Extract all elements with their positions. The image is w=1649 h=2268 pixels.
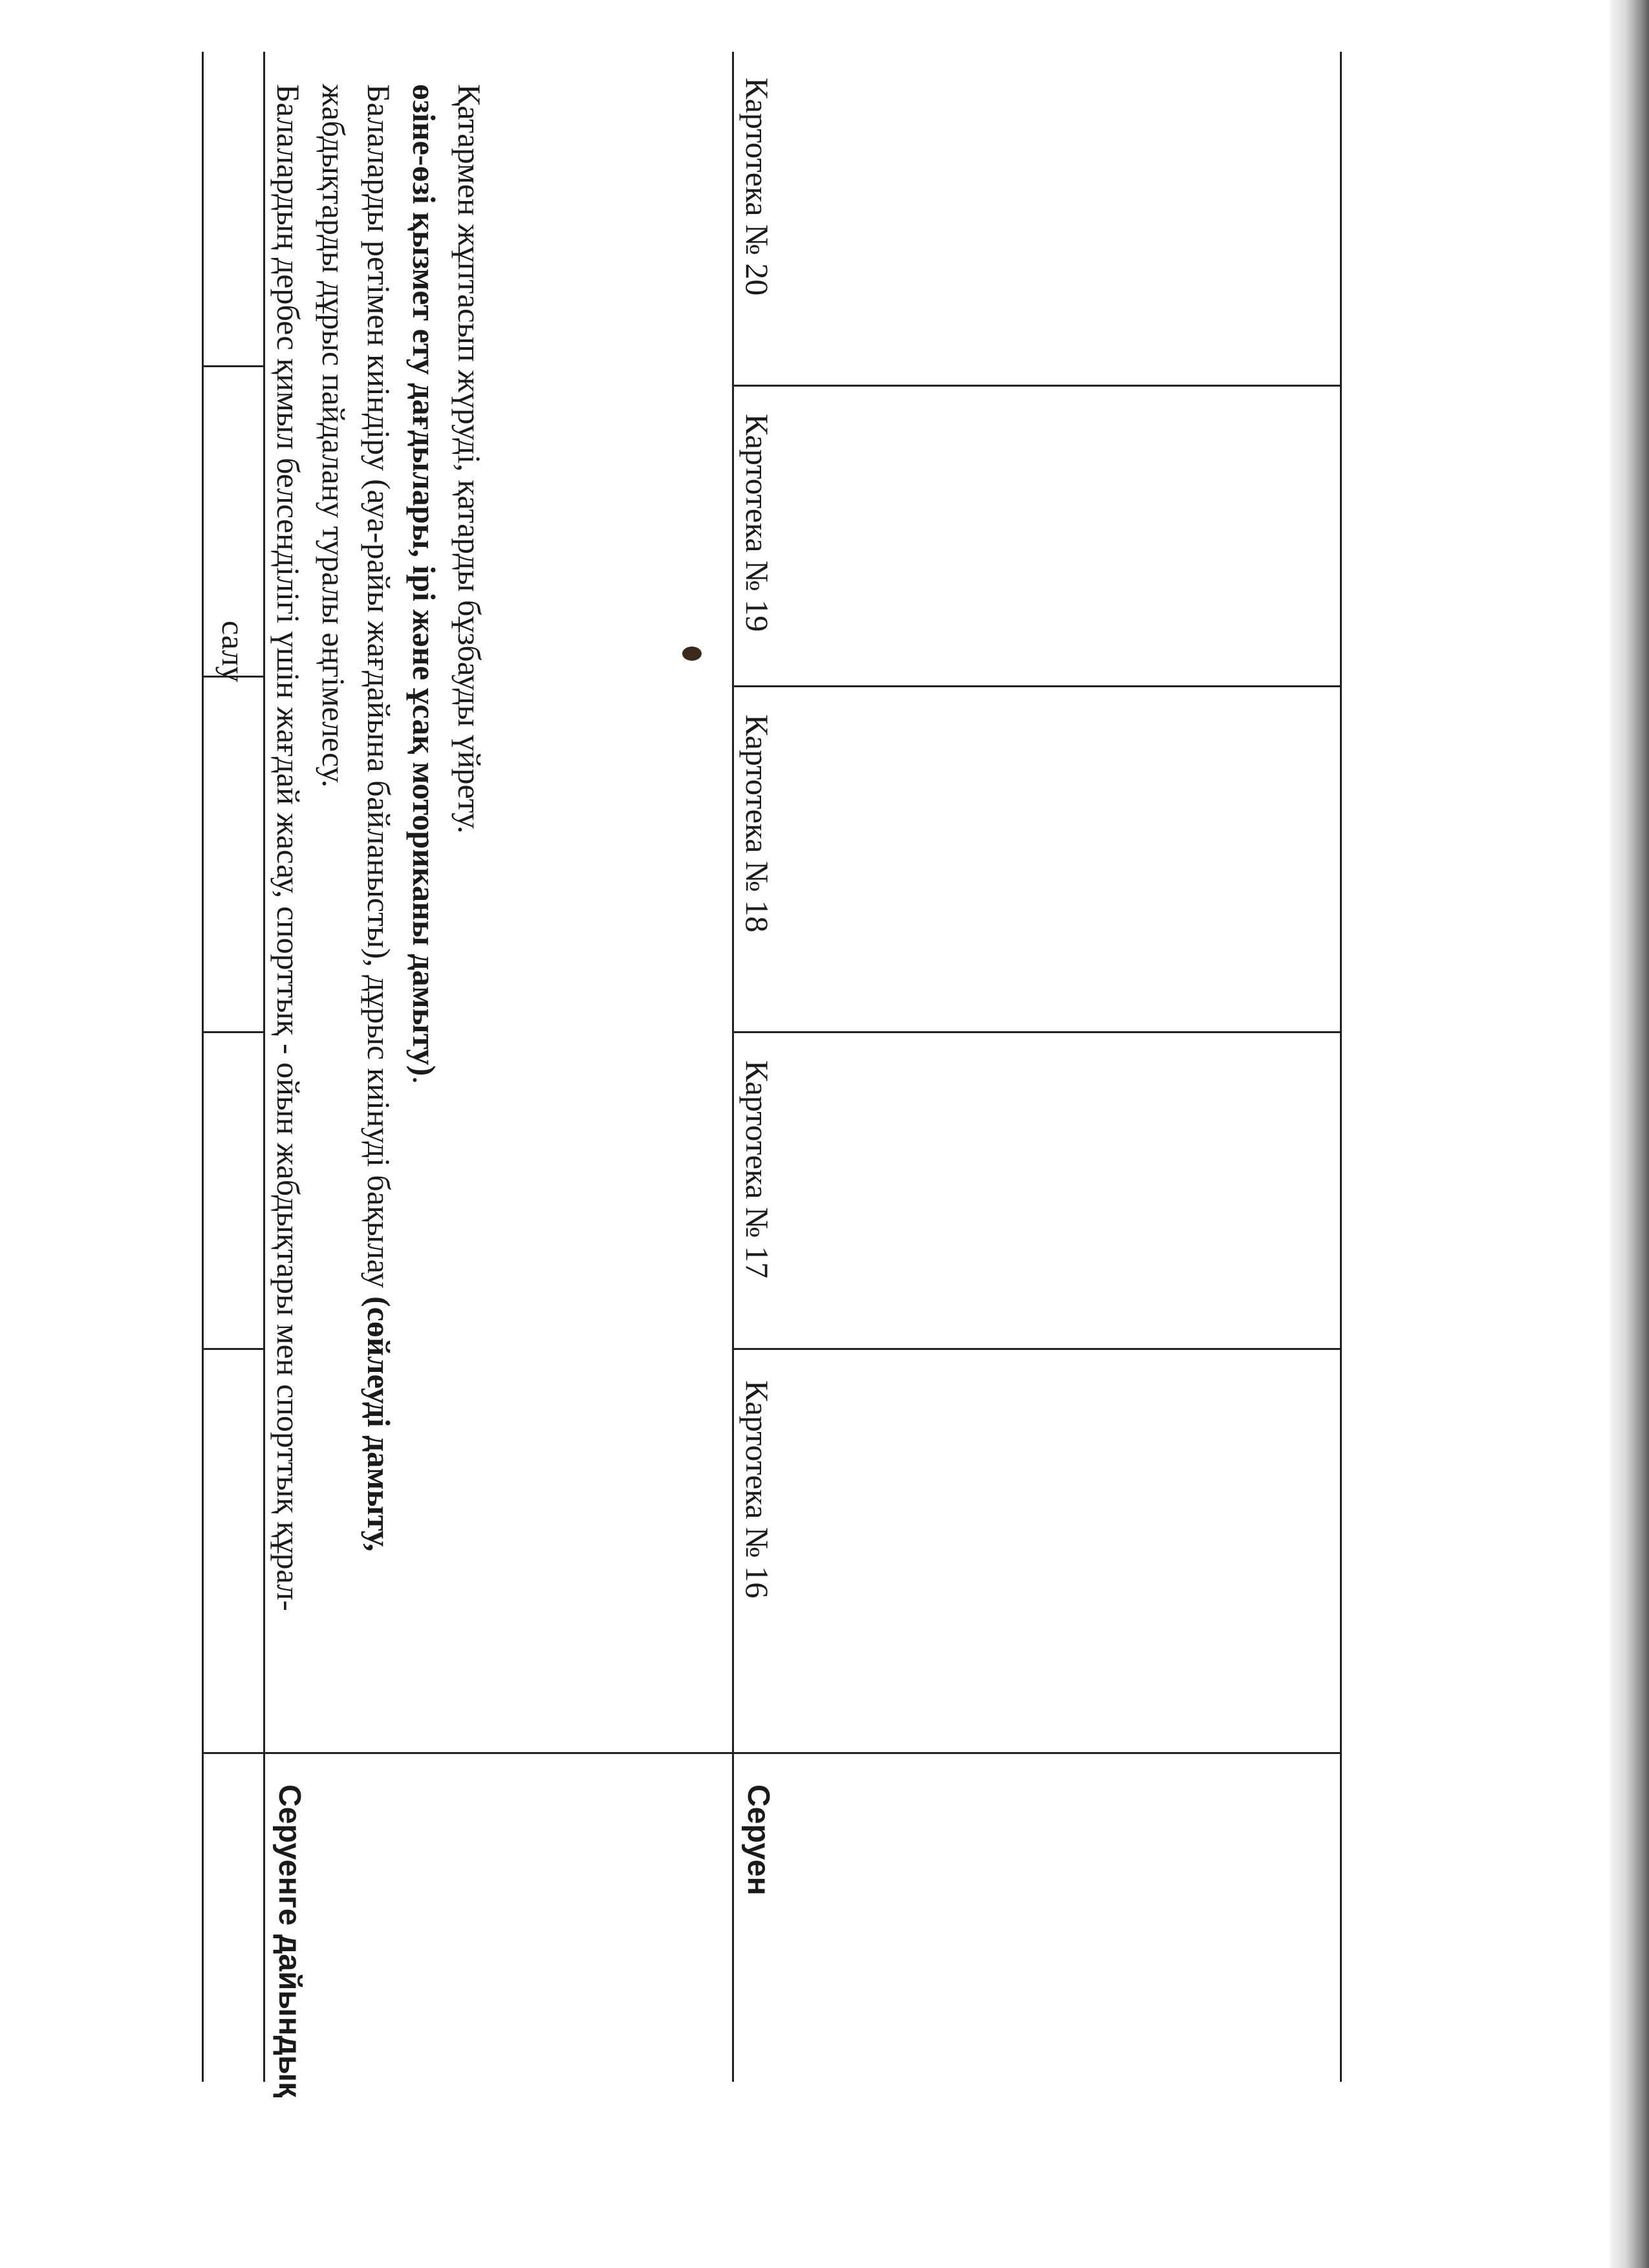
serueng-line-4-segment-1: өзіне-өзі қызмет ету дағдылары, ірі және ұсақ моториканы дамыту): [406, 84, 442, 1076]
seruen-card-2: Картотека № 17: [739, 1060, 775, 1279]
serueng-line-2: [315, 84, 352, 787]
rotated-page: [171, 39, 1348, 2095]
serueng-line-2-segment-1: жабдықтарды дұрыс пайдалану туралы әңгімелесу.: [316, 84, 352, 788]
serueng-line-5-segment-1: Қатармен жұптасып жүруді, қатарды бұзбауды үйрету.: [451, 84, 488, 834]
header-salu: салу: [215, 621, 252, 683]
serueng-line-1: [270, 84, 307, 1611]
serueng-line-5: [451, 84, 488, 833]
serueng-label: Серуенге дайындық: [272, 1784, 307, 2097]
seruen-label: Серуен: [741, 1784, 775, 1896]
seruen-card-3: Картотека № 18: [739, 714, 775, 933]
serueng-line-3-segment-1: Балаларды ретімен киіндіру (ауа-райы жағдайына байланысты), дұрыс киінуді бақылау: [361, 84, 397, 1296]
serueng-line-4-segment-2: .: [406, 1076, 442, 1084]
scan-speck: [682, 647, 702, 661]
serueng-line-4: [405, 84, 443, 1084]
serueng-line-3: [360, 84, 398, 1552]
seruen-card-1: Картотека № 16: [739, 1380, 775, 1599]
serueng-line-1-segment-1: Балалардың дербес қимыл белсенділігі үшін жағдай жасау, спорттық - ойын жабдықтары мен спорттық құрал-: [270, 84, 307, 1611]
serueng-line-3-segment-2: (сөйлеуді дамыту,: [361, 1296, 397, 1552]
seruen-card-4: Картотека № 19: [739, 414, 775, 632]
seruen-card-5: Картотека № 20: [739, 78, 775, 296]
scanner-edge-shadow: [1610, 0, 1649, 2268]
